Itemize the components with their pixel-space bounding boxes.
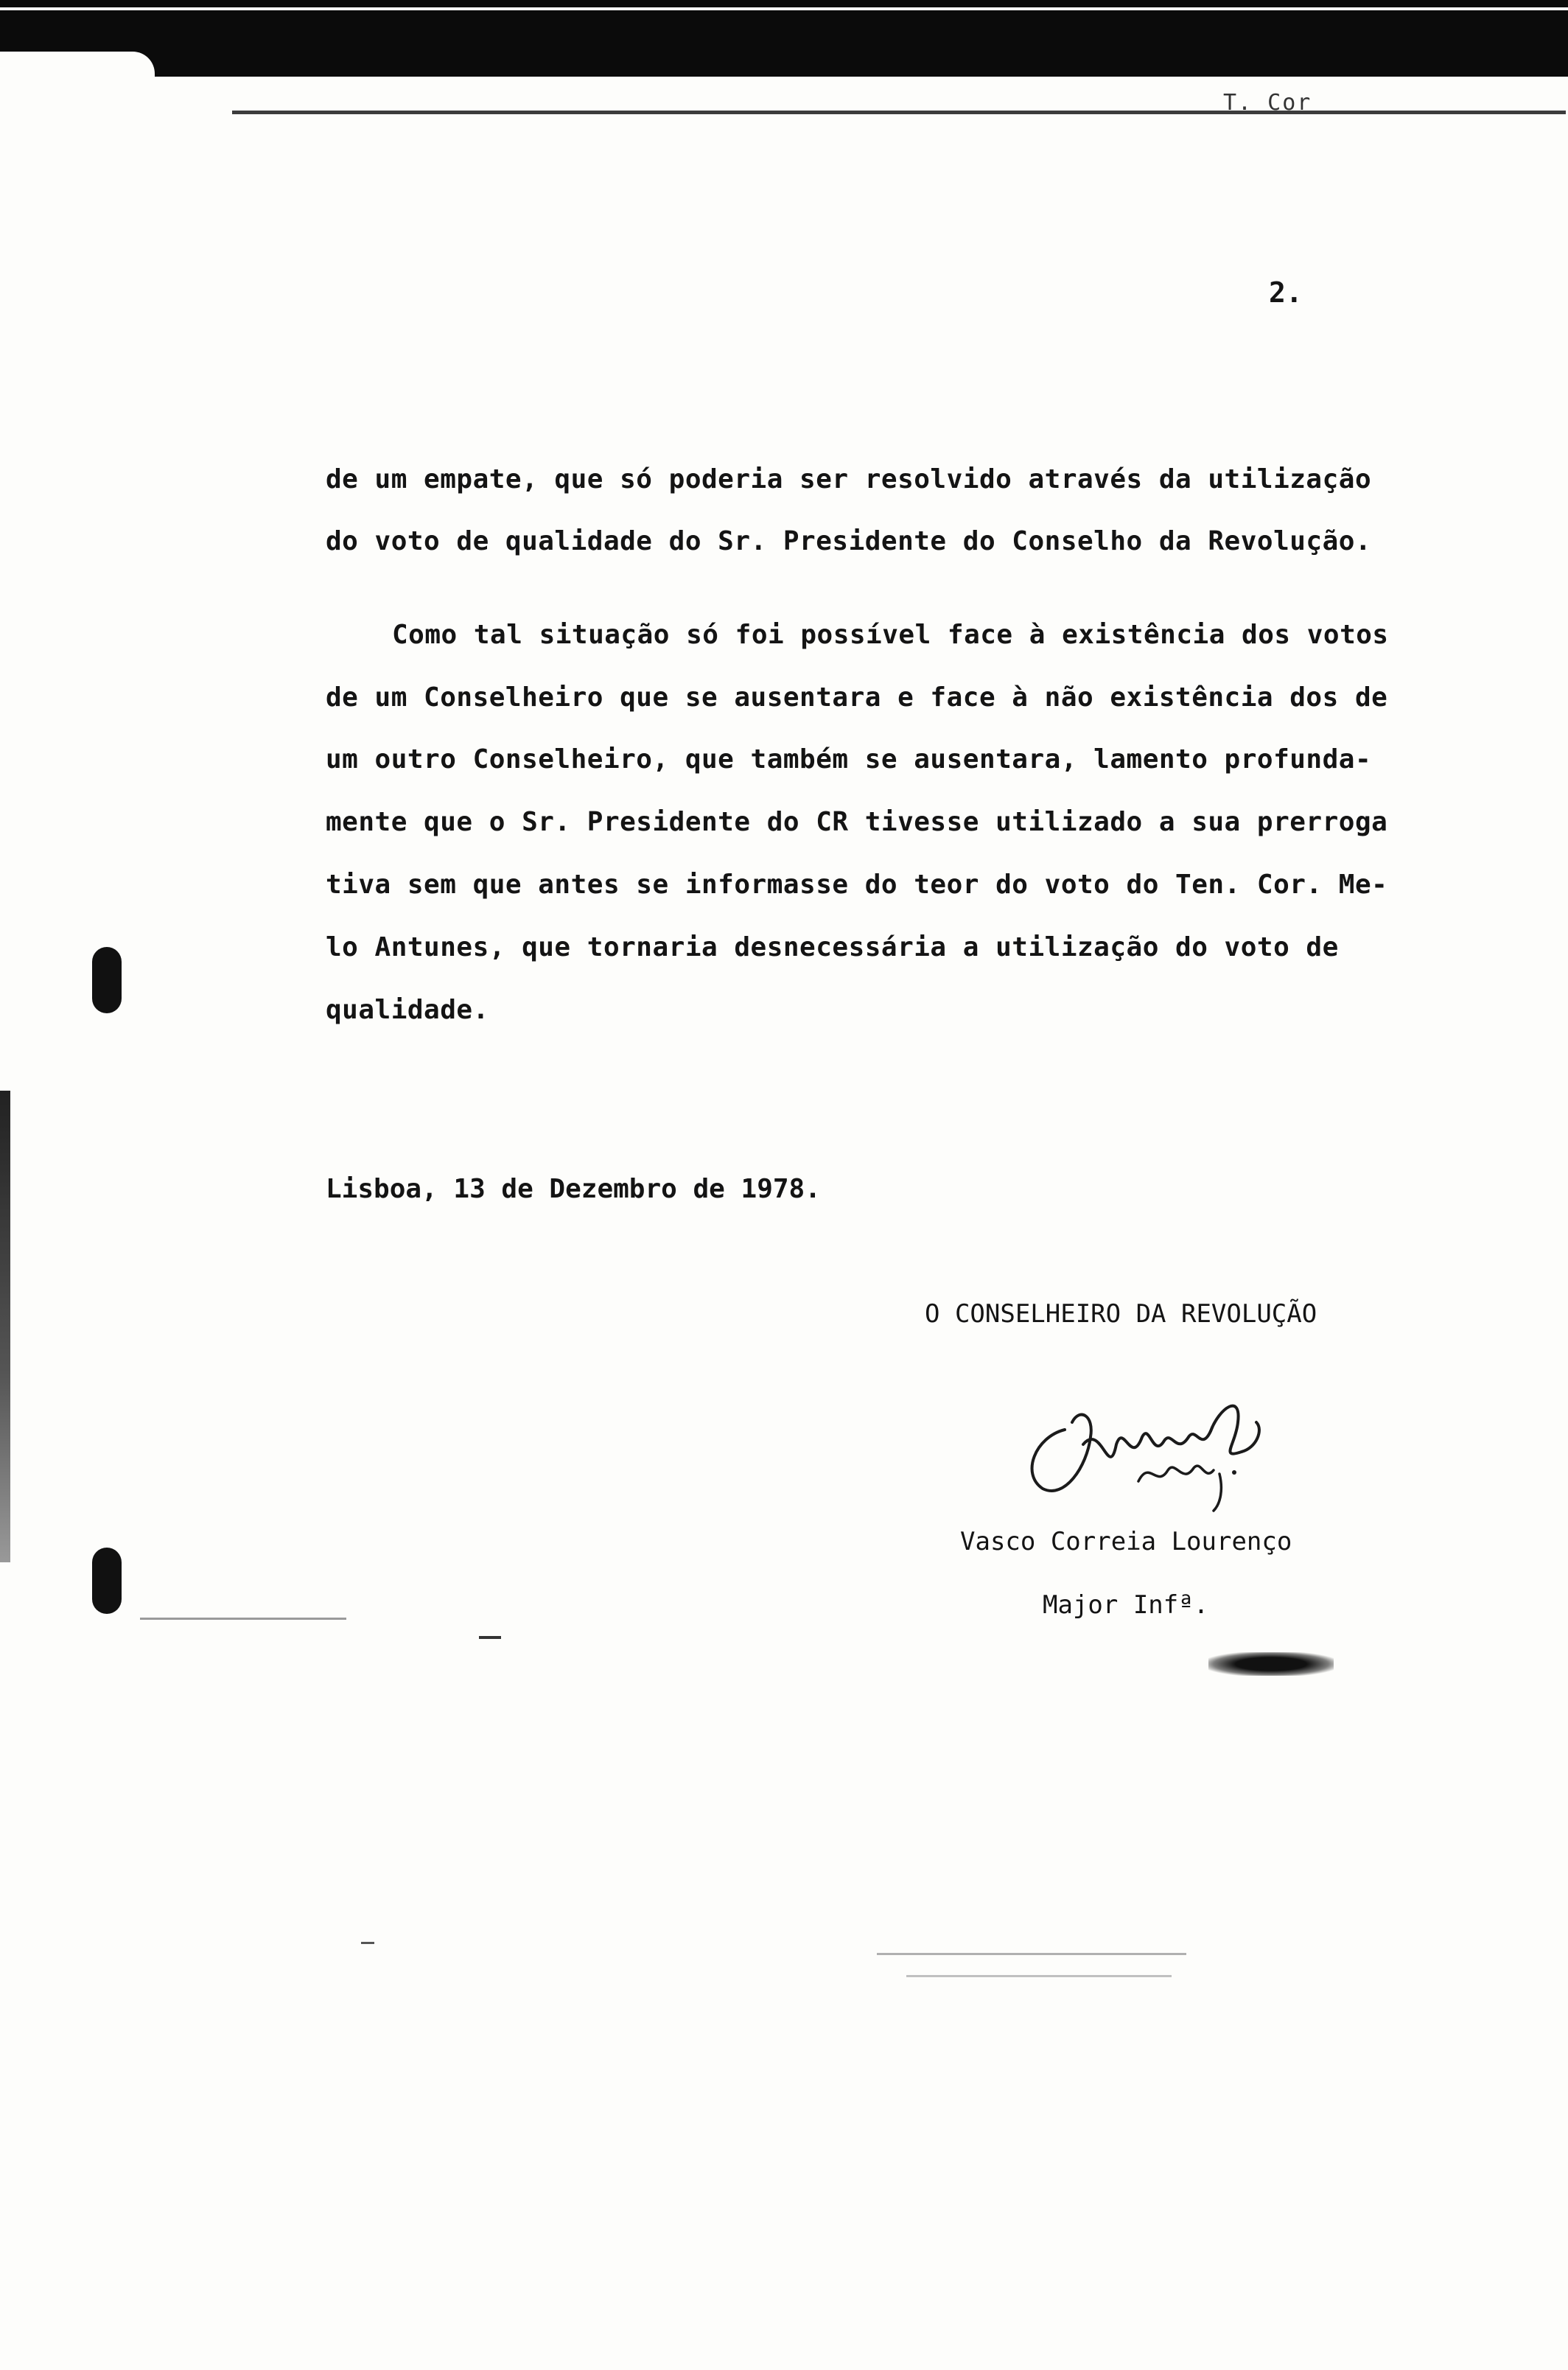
header-fragment-text: T. Cor — [1223, 90, 1312, 116]
body-line-9: qualidade. — [326, 995, 489, 1025]
handwritten-signature — [1021, 1378, 1286, 1525]
scan-speck — [479, 1636, 501, 1639]
header-rule — [232, 111, 1566, 114]
scan-header-band — [0, 0, 1568, 77]
body-line-1: de um empate, que só poderia ser resolvido através da utilização — [326, 464, 1372, 494]
scan-speck — [361, 1942, 374, 1944]
scan-speck — [877, 1953, 1186, 1955]
scan-speck — [906, 1975, 1172, 1977]
date-line: Lisboa, 13 de Dezembro de 1978. — [326, 1174, 821, 1204]
body-line-4: de um Conselheiro que se ausentara e face à não existência dos de — [326, 682, 1388, 713]
body-line-6: mente que o Sr. Presidente do CR tivesse utilizado a sua prerroga — [326, 807, 1388, 837]
body-line-8: lo Antunes, que tornaria desnecessária a utilização do voto de — [326, 932, 1339, 962]
scan-header-highlight — [0, 7, 1568, 10]
scan-left-edge-shadow — [0, 1091, 10, 1562]
ink-smudge — [1208, 1652, 1334, 1676]
signatory-rank: Major Infª. — [1043, 1590, 1209, 1620]
scan-header-notch — [0, 52, 155, 77]
scan-speck — [140, 1618, 346, 1620]
punch-hole-upper — [92, 947, 122, 1013]
punch-hole-lower — [92, 1548, 122, 1614]
page-number: 2. — [1269, 276, 1303, 309]
signatory-name: Vasco Correia Lourenço — [960, 1527, 1292, 1556]
signatory-title: O CONSELHEIRO DA REVOLUÇÃO — [925, 1299, 1317, 1329]
body-line-7: tiva sem que antes se informasse do teor do voto do Ten. Cor. Me- — [326, 870, 1388, 900]
body-line-2: do voto de qualidade do Sr. Presidente do Conselho da Revolução. — [326, 526, 1372, 556]
body-line-5: um outro Conselheiro, que também se ausentara, lamento profunda- — [326, 744, 1372, 775]
body-line-3: Como tal situação só foi possível face à existência dos votos — [392, 620, 1389, 650]
